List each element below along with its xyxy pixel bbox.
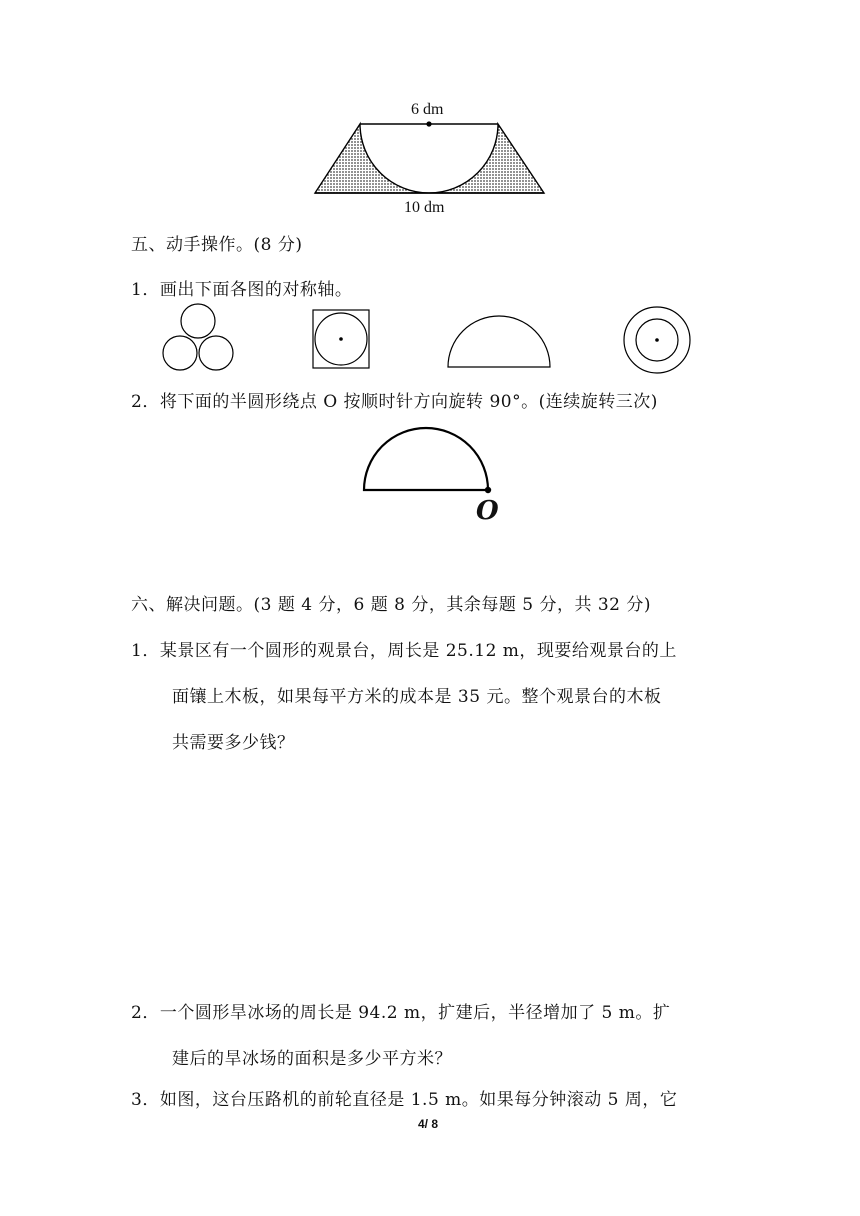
section6-q2-line2: 建后的旱冰场的面积是多少平方米？ bbox=[172, 1049, 452, 1069]
concentric-circles-figure bbox=[622, 305, 694, 377]
section6-q1-line2: 面镶上木板，如果每平方米的成本是 35 元。整个观景台的木板 bbox=[172, 687, 662, 707]
section6-q1-line1: 1．某景区有一个圆形的观景台，周长是 25.12 m，现要给观景台的上 bbox=[131, 641, 677, 661]
section6-q3-line1: 3．如图，这台压路机的前轮直径是 1.5 m。如果每分钟滚动 5 周，它 bbox=[131, 1090, 678, 1110]
section5-q1: 1．画出下面各图的对称轴。 bbox=[131, 280, 353, 300]
point-o-label: O bbox=[476, 496, 499, 526]
bottom-base-label: 10 dm bbox=[404, 199, 445, 216]
page-number: 4/ 8 bbox=[418, 1117, 439, 1131]
three-circles-figure bbox=[160, 302, 236, 374]
section6-q1-line3: 共需要多少钱？ bbox=[172, 733, 295, 753]
top-base-label: 6 dm bbox=[411, 101, 444, 118]
section6-q2-line1: 2．一个圆形旱冰场的周长是 94.2 m，扩建后，半径增加了 5 m。扩 bbox=[131, 1003, 671, 1023]
section5-heading: 五、动手操作。(8 分) bbox=[131, 235, 303, 255]
section6-heading: 六、解决问题。(3 题 4 分，6 题 8 分，其余每题 5 分，共 32 分) bbox=[131, 595, 652, 615]
semicircle-figure bbox=[445, 312, 555, 372]
circle-in-square-figure bbox=[311, 308, 371, 370]
rotation-semicircle-figure bbox=[360, 425, 500, 497]
section5-q2: 2．将下面的半圆形绕点 O 按顺时针方向旋转 90°。(连续旋转三次) bbox=[131, 392, 658, 412]
